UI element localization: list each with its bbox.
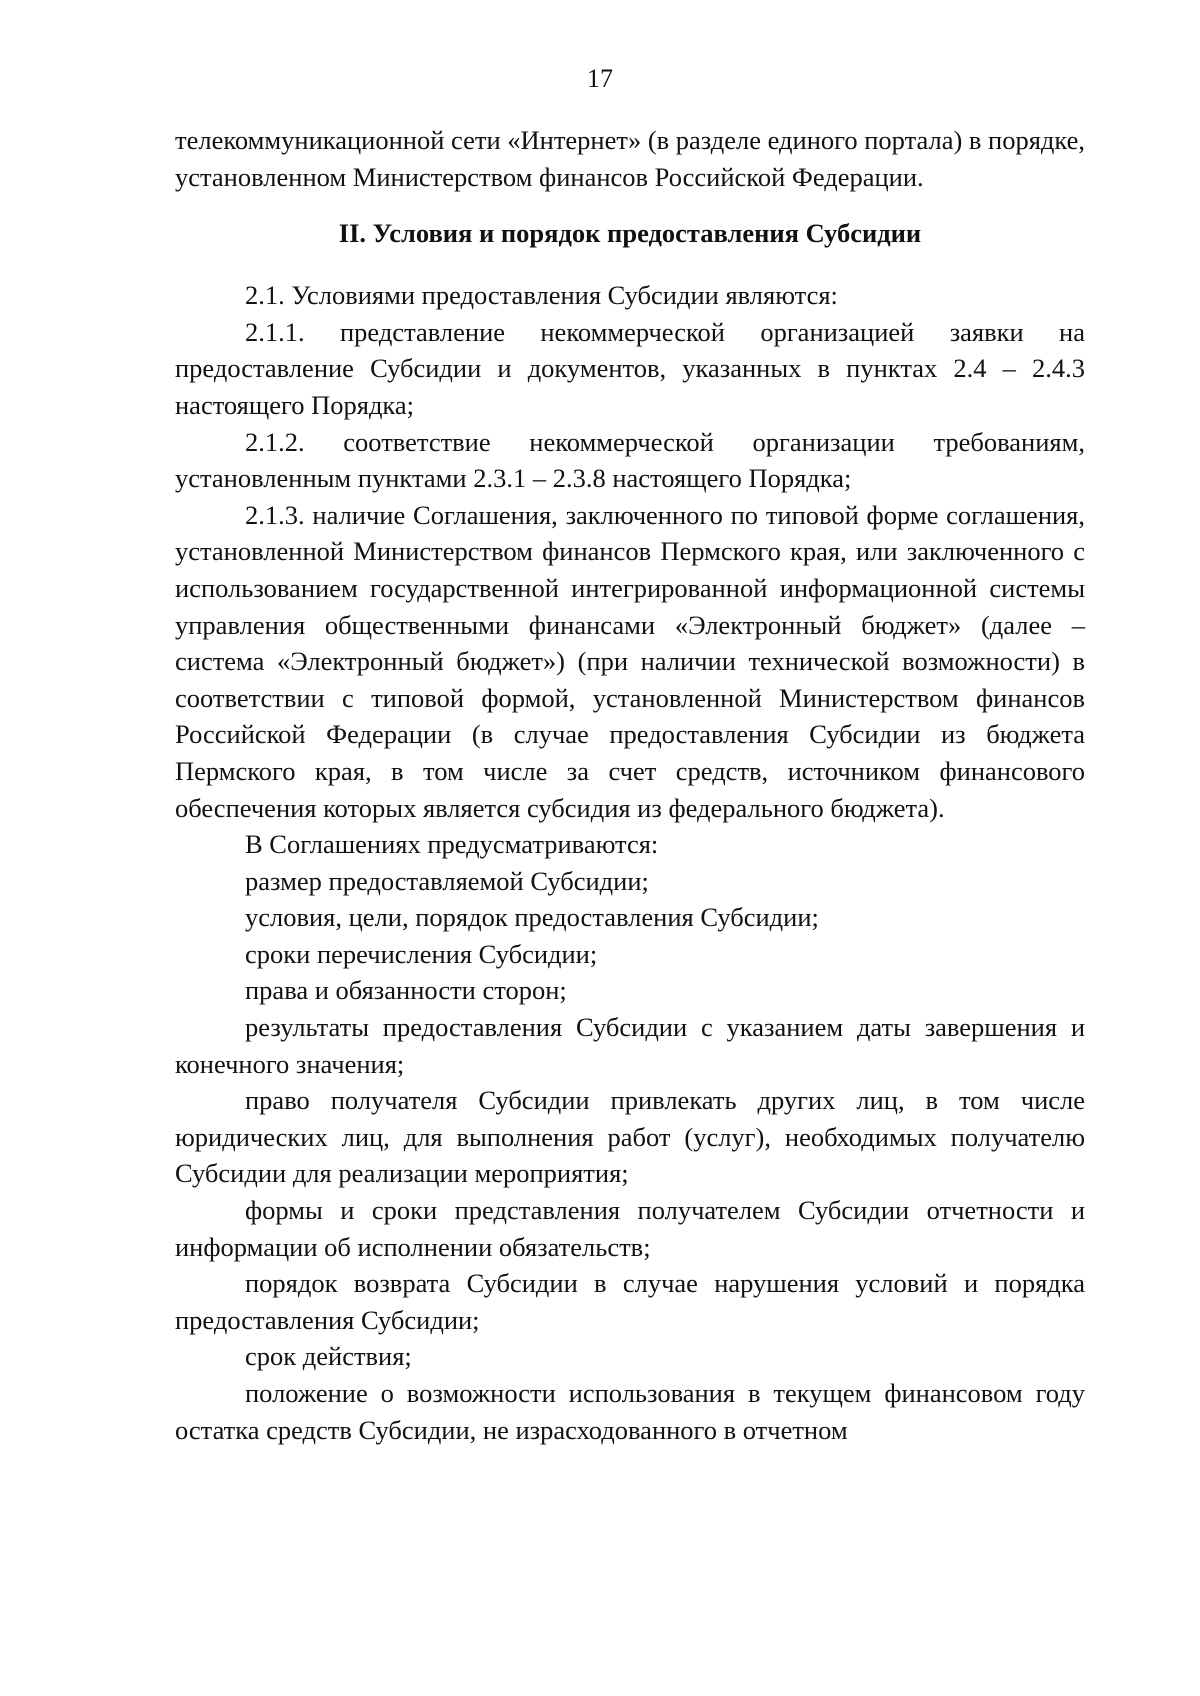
document-body xyxy=(175,122,1085,1448)
paragraph-2-1-1: 2.1.1. представление некоммерческой организацией заявки на предоставление Субсидии и документов, указанных в пунктах 2.4 – 2.4.3 настоящего Порядка; xyxy=(175,316,1085,420)
list-item: сроки перечисления Субсидии; xyxy=(245,938,598,969)
page-number: 17 xyxy=(587,64,613,93)
paragraph-2-1: 2.1. Условиями предоставления Субсидии являются: xyxy=(245,280,838,311)
list-item: условия, цели, порядок предоставления Субсидии; xyxy=(245,902,819,933)
list-item: права и обязанности сторон; xyxy=(245,975,567,1006)
agreements-intro: В Соглашениях предусматриваются: xyxy=(245,829,659,860)
list-item: формы и сроки представления получателем Субсидии отчетности и информации об исполнении обязательств; xyxy=(175,1195,1085,1262)
list-item: порядок возврата Субсидии в случае нарушения условий и порядка предоставления Субсидии; xyxy=(175,1268,1085,1335)
list-item: размер предоставляемой Субсидии; xyxy=(245,865,649,896)
paragraph-2-1-3: 2.1.3. наличие Соглашения, заключенного по типовой форме соглашения, установленной Министерством финансов Пермского края, или заключенного с использованием государственной интегрированной информационной системы управления общественными финансами «Электронный бюджет» (далее – система «Электронный бюджет») (при наличии технической возможности) в соответствии с типовой формой, установленной Министерством финансов Российской Федерации (в случае предоставления Субсидии из бюджета Пермского края, в том числе за счет средств, источником финансового обеспечения которых является субсидия из федерального бюджета). xyxy=(175,499,1085,823)
list-item: право получателя Субсидии привлекать других лиц, в том числе юридических лиц, для выполнения работ (услуг), необходимых получателю Субсидии для реализации мероприятия; xyxy=(175,1085,1085,1189)
intro-paragraph: телекоммуникационной сети «Интернет» (в разделе единого портала) в порядке, установленном Министерством финансов Российской Федерации. xyxy=(175,125,1085,192)
list-item: положение о возможности использования в текущем финансовом году остатка средств Субсидии, не израсходованного в отчетном xyxy=(175,1378,1085,1445)
list-item: срок действия; xyxy=(245,1341,412,1372)
list-item: результаты предоставления Субсидии с указанием даты завершения и конечного значения; xyxy=(175,1012,1085,1079)
paragraph-2-1-2: 2.1.2. соответствие некоммерческой организации требованиям, установленным пунктами 2.3.1 – 2.3.8 настоящего Порядка; xyxy=(175,426,1085,494)
section-title: II. Условия и порядок предоставления Субсидии xyxy=(338,218,922,249)
